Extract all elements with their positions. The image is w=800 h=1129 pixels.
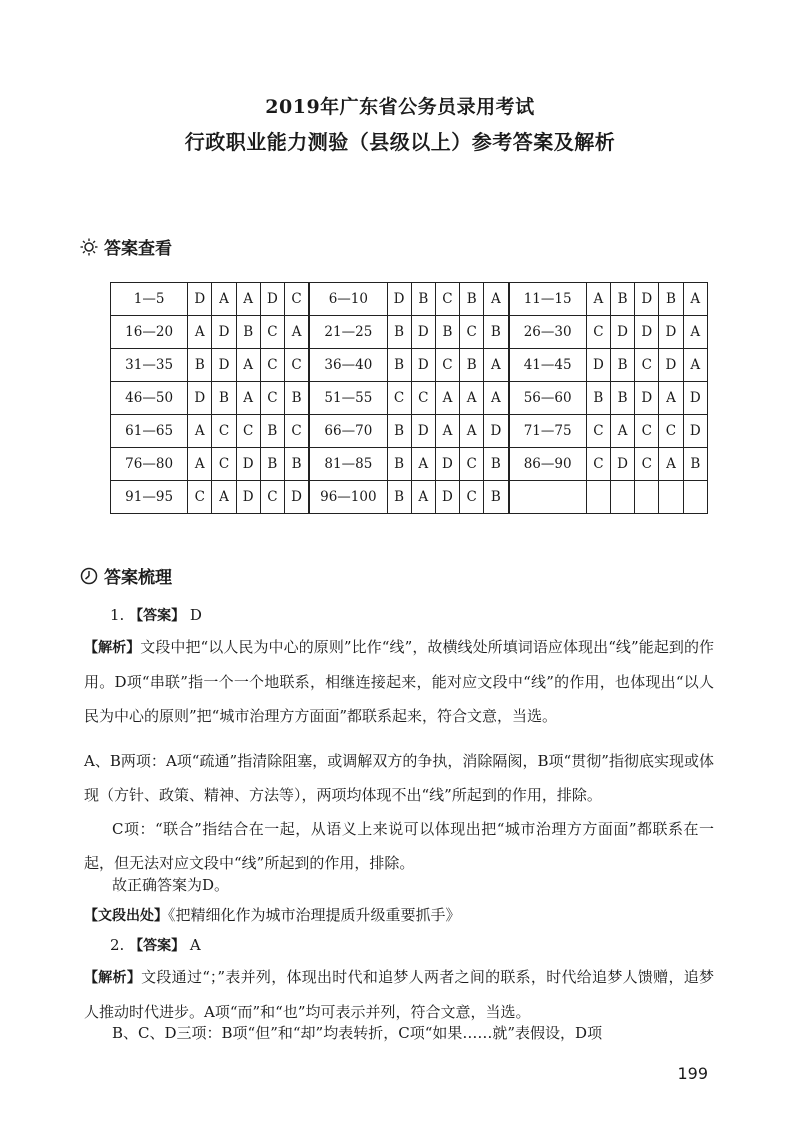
q2-answer-line: [110, 928, 740, 963]
answer-letter: C: [260, 481, 284, 514]
answer-letter: C: [435, 283, 459, 316]
question-range: 61—65: [111, 415, 188, 448]
answer-letter: B: [610, 283, 634, 316]
answer-letter: B: [387, 316, 411, 349]
question-range: 76—80: [111, 448, 188, 481]
q1-analysis: [84, 630, 714, 733]
answer-letter: D: [387, 283, 411, 316]
answer-row: [111, 481, 708, 514]
answer-letter: B: [460, 349, 484, 382]
question-range: 71—75: [509, 415, 587, 448]
answer-letter: B: [284, 382, 309, 415]
question-range: 21—25: [309, 316, 387, 349]
question-range: 56—60: [509, 382, 587, 415]
answer-letter: A: [236, 349, 260, 382]
answer-letter: B: [460, 283, 484, 316]
question-range: 1—5: [111, 283, 188, 316]
answer-letter: B: [260, 448, 284, 481]
answer-row: [111, 448, 708, 481]
answer-letter: D: [236, 448, 260, 481]
answer-letter: D: [188, 283, 212, 316]
answer-letter: A: [212, 481, 236, 514]
answer-letter: A: [683, 283, 707, 316]
answer-letter: A: [435, 382, 459, 415]
q1-analysis-tag: 【解析】: [84, 640, 141, 656]
answer-letter: C: [586, 448, 610, 481]
answer-letter: D: [635, 283, 659, 316]
answer-letter: C: [460, 481, 484, 514]
answer-letter: C: [460, 316, 484, 349]
question-range: 91—95: [111, 481, 188, 514]
answer-letter: C: [387, 382, 411, 415]
answer-letter: B: [212, 382, 236, 415]
clock-icon: [80, 567, 98, 585]
answer-letter: D: [212, 349, 236, 382]
answer-letter: A: [435, 415, 459, 448]
answer-letter: C: [659, 415, 683, 448]
answer-letter: B: [387, 415, 411, 448]
answer-letter: B: [284, 448, 309, 481]
answer-letter: D: [435, 481, 459, 514]
answer-letter: A: [188, 415, 212, 448]
answer-letter: A: [484, 349, 509, 382]
answer-table: [110, 282, 708, 514]
answer-letter: C: [236, 415, 260, 448]
q2-answer-tag: 【答案】: [129, 938, 186, 954]
answer-letter: D: [411, 349, 435, 382]
answer-letter: A: [586, 283, 610, 316]
answer-letter: C: [260, 316, 284, 349]
answer-letter: B: [260, 415, 284, 448]
question-range: [509, 481, 587, 514]
answer-row: [111, 349, 708, 382]
answer-letter: A: [610, 415, 634, 448]
page-number: 199: [677, 1064, 708, 1083]
answer-letter: B: [188, 349, 212, 382]
answer-letter: C: [260, 349, 284, 382]
answer-letter: D: [635, 316, 659, 349]
answer-letter: A: [188, 316, 212, 349]
answer-letter: B: [659, 283, 683, 316]
answer-letter: A: [683, 349, 707, 382]
answer-letter: D: [610, 448, 634, 481]
q1-c-text: C项：“联合”指结合在一起，从语义上来说可以体现出把“城市治理方方面面”都联系在一起，但无法对应文段中“线”所起到的作用，排除。: [84, 820, 714, 872]
answer-row: [111, 283, 708, 316]
answer-row: [111, 382, 708, 415]
q1-answer-line: [110, 598, 740, 633]
question-range: 46—50: [111, 382, 188, 415]
answer-letter: B: [236, 316, 260, 349]
answer-letter: D: [683, 415, 707, 448]
answer-letter: C: [635, 448, 659, 481]
answer-letter: D: [610, 316, 634, 349]
answer-letter: B: [484, 448, 509, 481]
q2-analysis-text: 文段通过“；”表并列，体现出时代和追梦人两者之间的联系，时代给追梦人馈赠，追梦人推动时代进步。A项“而”和“也”均可表示并列，符合文意，当选。: [84, 968, 715, 1021]
answer-letter: C: [284, 283, 309, 316]
answer-letter: B: [484, 481, 509, 514]
question-range: 41—45: [509, 349, 587, 382]
question-range: 6—10: [309, 283, 387, 316]
q2-analysis-tag: 【解析】: [84, 970, 142, 986]
question-range: 86—90: [509, 448, 587, 481]
answer-letter: A: [683, 316, 707, 349]
answer-letter: A: [484, 283, 509, 316]
answer-letter: B: [683, 448, 707, 481]
answer-letter: A: [460, 415, 484, 448]
sun-icon: [80, 238, 98, 256]
answer-row: [111, 415, 708, 448]
q1-ab-text: A、B两项：A项“疏通”指清除阻塞，或调解双方的争执，消除隔阂，B项“贯彻”指彻底实现或体现（方针、政策、精神、方法等），两项均体现不出“线”所起到的作用，排除。: [84, 752, 714, 804]
q1-answer-tag: 【答案】: [129, 608, 186, 624]
answer-letter: [635, 481, 659, 514]
answer-letter: C: [586, 316, 610, 349]
q1-source-tag: 【文段出处】: [84, 908, 168, 924]
answer-letter: A: [236, 283, 260, 316]
section-answers-heading: [80, 234, 172, 259]
answer-letter: A: [411, 481, 435, 514]
question-range: 51—55: [309, 382, 387, 415]
title-line-2: 行政职业能力测验（县级以上）参考答案及解析: [184, 130, 616, 154]
question-range: 16—20: [111, 316, 188, 349]
answer-letter: C: [284, 349, 309, 382]
section-review-heading: [80, 563, 172, 588]
answer-letter: B: [435, 316, 459, 349]
answer-letter: C: [635, 349, 659, 382]
q1-source-text: 《把精细化作为城市治理提质升级重要抓手》: [168, 906, 461, 924]
answer-letter: A: [188, 448, 212, 481]
q1-analysis-text: 文段中把“以人民为中心的原则”比作“线”，故横线处所填词语应体现出“线”能起到的作用。D项“串联”指一个一个地联系，相继连接起来，能对应文段中“线”的作用，也体现出“以人民为中心的原则”把“城市治理方方面面”都联系起来，符合文意，当选。: [84, 638, 715, 725]
answer-letter: C: [411, 382, 435, 415]
title-line-1: 2019年广东省公务员录用考试: [265, 96, 535, 118]
answer-letter: D: [586, 349, 610, 382]
answer-letter: D: [236, 481, 260, 514]
answer-letter: D: [260, 283, 284, 316]
answer-letter: D: [635, 382, 659, 415]
section-answers-title: 答案查看: [104, 239, 172, 259]
answer-letter: A: [659, 448, 683, 481]
q2-number: 2.: [110, 936, 125, 954]
q1-conclusion: 故正确答案为D。: [112, 876, 230, 894]
answer-letter: C: [435, 349, 459, 382]
q1-number: 1.: [110, 606, 125, 624]
answer-letter: D: [212, 316, 236, 349]
q2-bcd-options: B、C、D三项：B项“但”和“却”均表转折，C项“如果……就”表假设，D项: [112, 1024, 603, 1042]
q2-answer-letter: A: [189, 936, 201, 954]
answer-letter: C: [212, 448, 236, 481]
question-range: 96—100: [309, 481, 387, 514]
answer-letter: B: [484, 316, 509, 349]
question-range: 36—40: [309, 349, 387, 382]
q1-answer-letter: D: [189, 606, 202, 624]
answer-letter: A: [411, 448, 435, 481]
answer-letter: C: [284, 415, 309, 448]
answer-letter: A: [484, 382, 509, 415]
answer-letter: [610, 481, 634, 514]
answer-letter: C: [635, 415, 659, 448]
answer-letter: [683, 481, 707, 514]
answer-letter: B: [610, 349, 634, 382]
section-review-title: 答案梳理: [104, 568, 172, 588]
answer-letter: [586, 481, 610, 514]
question-range: 66—70: [309, 415, 387, 448]
answer-row: [111, 316, 708, 349]
answer-letter: A: [212, 283, 236, 316]
answer-letter: B: [387, 349, 411, 382]
answer-letter: D: [484, 415, 509, 448]
answer-letter: C: [586, 415, 610, 448]
answer-letter: D: [435, 448, 459, 481]
answer-letter: D: [284, 481, 309, 514]
answer-letter: B: [387, 448, 411, 481]
question-range: 11—15: [509, 283, 587, 316]
question-range: 26—30: [509, 316, 587, 349]
answer-letter: B: [387, 481, 411, 514]
answer-letter: D: [683, 382, 707, 415]
question-range: 31—35: [111, 349, 188, 382]
answer-letter: A: [659, 382, 683, 415]
answer-letter: D: [411, 316, 435, 349]
answer-letter: C: [260, 382, 284, 415]
answer-letter: B: [610, 382, 634, 415]
answer-letter: B: [411, 283, 435, 316]
answer-letter: C: [460, 448, 484, 481]
answer-letter: D: [659, 349, 683, 382]
answer-letter: C: [188, 481, 212, 514]
answer-letter: A: [284, 316, 309, 349]
answer-letter: C: [212, 415, 236, 448]
answer-letter: D: [659, 316, 683, 349]
answer-letter: [659, 481, 683, 514]
question-range: 81—85: [309, 448, 387, 481]
q1-ab-options: [84, 744, 714, 812]
answer-letter: A: [236, 382, 260, 415]
answer-letter: B: [586, 382, 610, 415]
answer-letter: A: [460, 382, 484, 415]
answer-letter: D: [411, 415, 435, 448]
answer-letter: D: [188, 382, 212, 415]
